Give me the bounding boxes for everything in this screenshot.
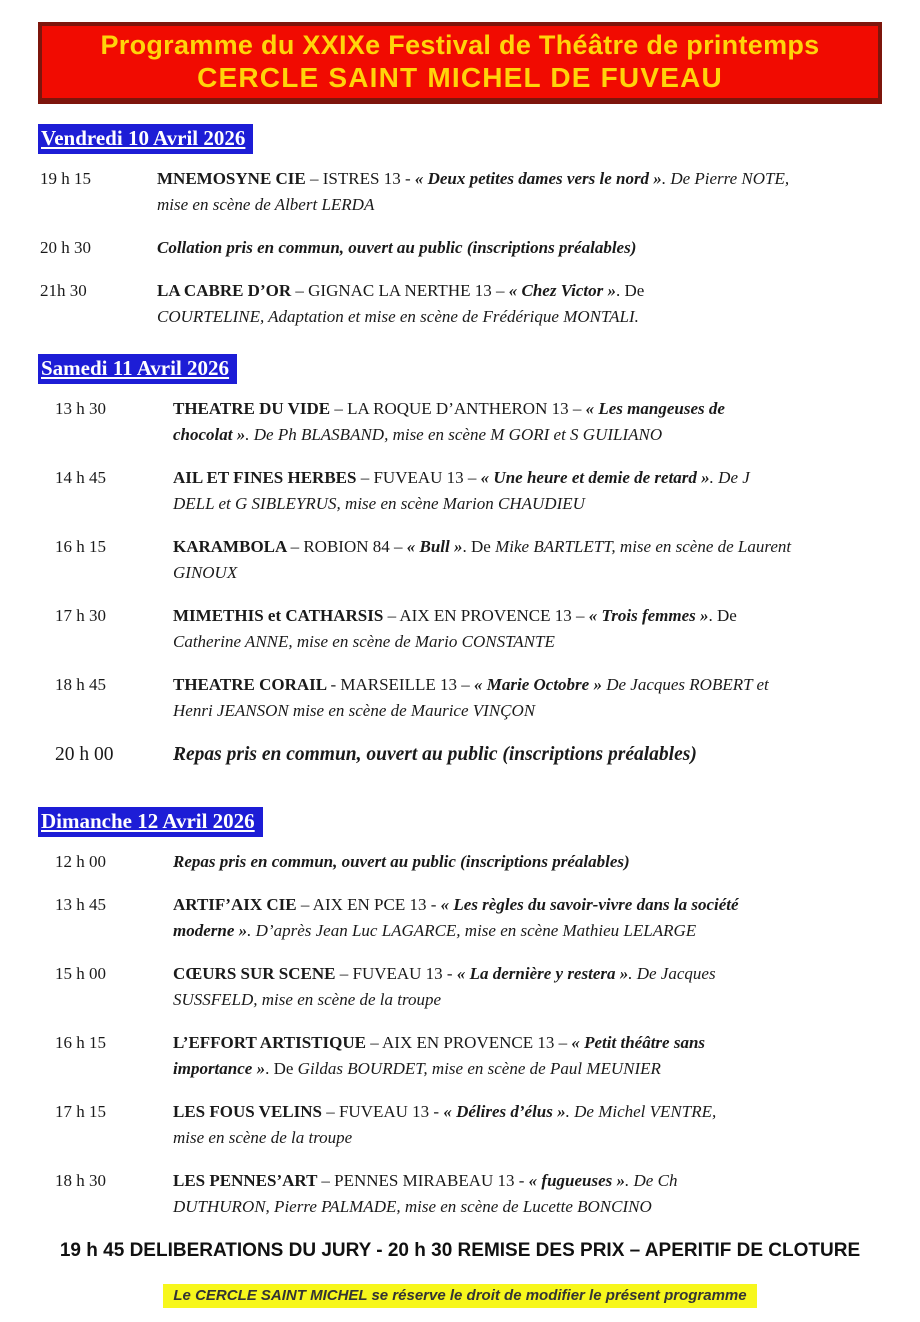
- event-desc: ARTIF’AIX CIE – AIX EN PCE 13 - « Les règles du savoir-vivre dans la société moderne ». D’après Jean Luc LAGARCE, mise en scène Mathieu LELARGE: [173, 895, 739, 940]
- event-row: [55, 892, 882, 944]
- event-desc: Repas pris en commun, ouvert au public (inscriptions préalables): [173, 852, 630, 871]
- event-desc: Repas pris en commun, ouvert au public (inscriptions préalables): [173, 744, 697, 765]
- program-days: [38, 124, 882, 1220]
- banner-subtitle: CERCLE SAINT MICHEL DE FUVEAU: [197, 62, 723, 93]
- event-time: 20 h 30: [40, 238, 91, 257]
- event-desc: LES PENNES’ART – PENNES MIRABEAU 13 - « fugueuses ». De Ch DUTHURON, Pierre PALMADE, mise en scène de Lucette BONCINO: [173, 1171, 678, 1216]
- day-title: Vendredi 10 Avril 2026: [38, 124, 253, 154]
- day-events: [38, 166, 882, 330]
- event-row: [55, 849, 882, 875]
- event-time: 15 h 00: [55, 964, 106, 983]
- event-time: 21h 30: [40, 281, 87, 300]
- event-row: [55, 603, 882, 655]
- day-events: [38, 396, 882, 769]
- event-desc: KARAMBOLA – ROBION 84 – « Bull ». De Mike BARTLETT, mise en scène de Laurent GINOUX: [173, 537, 792, 582]
- event-desc: MIMETHIS et CATHARSIS – AIX EN PROVENCE 13 – « Trois femmes ». De Catherine ANNE, mise en scène de Mario CONSTANTE: [173, 606, 737, 651]
- event-row: [55, 465, 882, 517]
- day-section: [38, 807, 882, 1220]
- program-banner: [38, 22, 882, 104]
- day-section: [38, 354, 882, 769]
- event-desc: THEATRE CORAIL - MARSEILLE 13 – « Marie Octobre » De Jacques ROBERT et Henri JEANSON mise en scène de Maurice VINÇON: [173, 675, 769, 720]
- event-desc: THEATRE DU VIDE – LA ROQUE D’ANTHERON 13 – « Les mangeuses de chocolat ». De Ph BLASBAND, mise en scène M GORI et S GUILIANO: [173, 399, 725, 444]
- event-desc: L’EFFORT ARTISTIQUE – AIX EN PROVENCE 13 – « Petit théâtre sans importance ». De Gildas BOURDET, mise en scène de Paul MEUNIER: [173, 1033, 706, 1078]
- notice: [38, 1284, 882, 1308]
- event-desc: LES FOUS VELINS – FUVEAU 13 - « Délires d’élus ». De Michel VENTRE, mise en scène de la troupe: [173, 1102, 717, 1147]
- jury-line: 19 h 45 DELIBERATIONS DU JURY - 20 h 30 REMISE DES PRIX – APERITIF DE CLOTURE: [59, 1240, 861, 1261]
- event-row: [55, 672, 882, 724]
- event-time: 18 h 45: [55, 675, 106, 694]
- event-row: [55, 1168, 882, 1220]
- event-desc: LA CABRE D’OR – GIGNAC LA NERTHE 13 – « Chez Victor ». De COURTELINE, Adaptation et mise en scène de Frédérique MONTALI.: [157, 281, 645, 326]
- event-desc: Collation pris en commun, ouvert au public (inscriptions préalables): [157, 238, 637, 257]
- event-row: [55, 396, 882, 448]
- event-row: [55, 741, 882, 769]
- event-desc: AIL ET FINES HERBES – FUVEAU 13 – « Une heure et demie de retard ». De J DELL et G SIBLEYRUS, mise en scène Marion CHAUDIEU: [173, 468, 750, 513]
- event-time: 17 h 15: [55, 1102, 106, 1121]
- event-time: 12 h 00: [55, 852, 106, 871]
- day-section: [38, 124, 882, 330]
- event-time: 13 h 45: [55, 895, 106, 914]
- event-time: 13 h 30: [55, 399, 106, 418]
- event-time: 18 h 30: [55, 1171, 106, 1190]
- event-row: [55, 534, 882, 586]
- event-row: [40, 235, 882, 261]
- event-time: 16 h 15: [55, 1033, 106, 1052]
- event-desc: MNEMOSYNE CIE – ISTRES 13 - « Deux petites dames vers le nord ». De Pierre NOTE, mise en scène de Albert LERDA: [157, 169, 790, 214]
- event-row: [40, 278, 882, 330]
- event-row: [40, 166, 882, 218]
- banner-title: Programme du XXIXe Festival de Théâtre de printemps: [100, 30, 820, 60]
- event-desc: CŒURS SUR SCENE – FUVEAU 13 - « La dernière y restera ». De Jacques SUSSFELD, mise en scène de la troupe: [173, 964, 716, 1009]
- event-row: [55, 961, 882, 1013]
- event-row: [55, 1030, 882, 1082]
- event-time: 17 h 30: [55, 606, 106, 625]
- event-row: [55, 1099, 882, 1151]
- day-title: Dimanche 12 Avril 2026: [38, 807, 263, 837]
- event-time: 14 h 45: [55, 468, 106, 487]
- notice-text: Le CERCLE SAINT MICHEL se réserve le droit de modifier le présent programme: [163, 1284, 756, 1308]
- day-events: [38, 849, 882, 1220]
- day-title: Samedi 11 Avril 2026: [38, 354, 237, 384]
- event-time: 20 h 00: [55, 744, 114, 765]
- event-time: 16 h 15: [55, 537, 106, 556]
- event-time: 19 h 15: [40, 169, 91, 188]
